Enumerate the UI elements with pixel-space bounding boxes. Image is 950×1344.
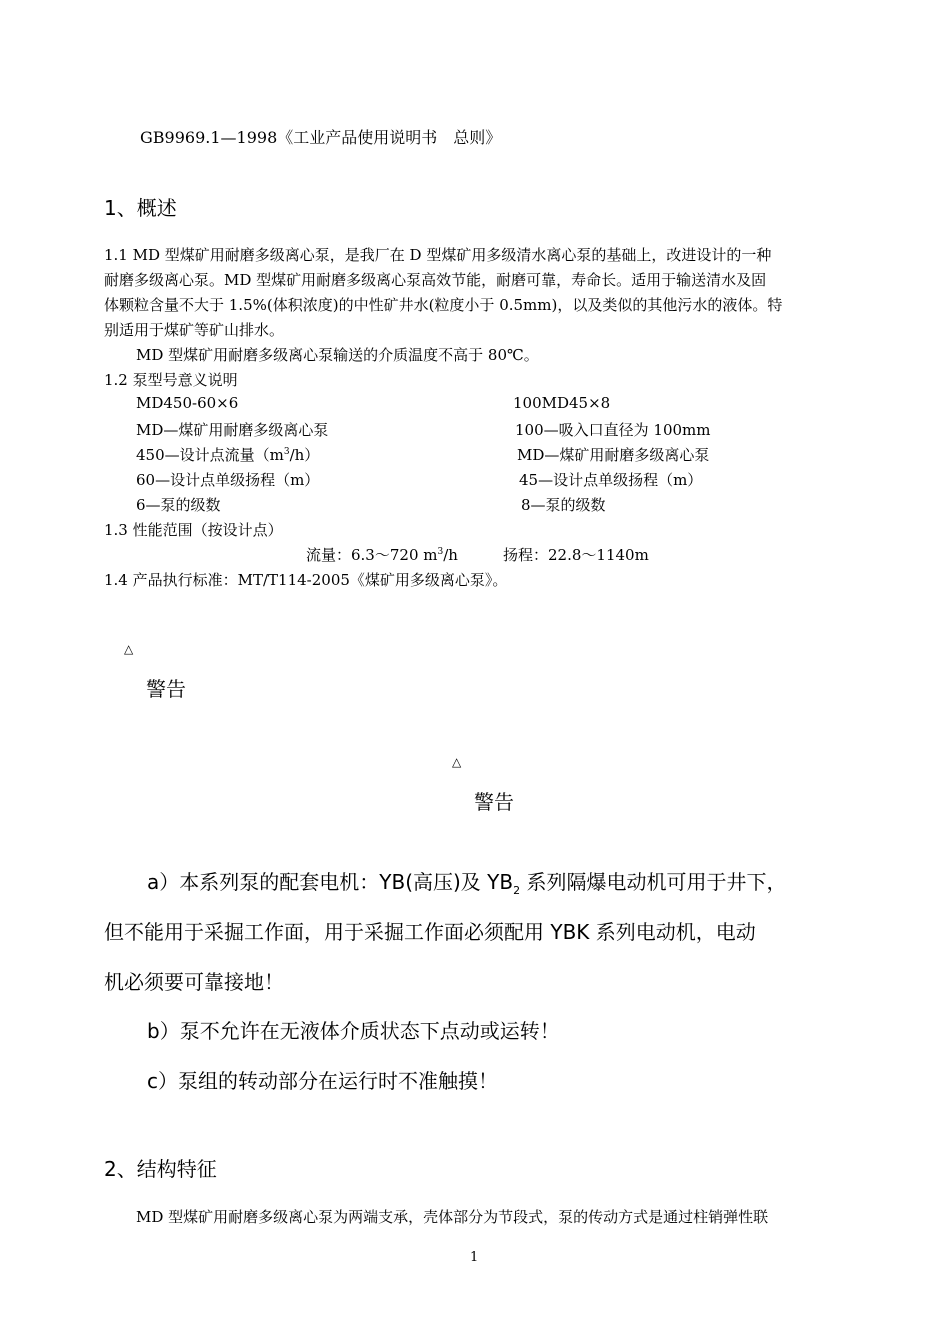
- performance-title: 1.3 性能范围（按设计点）: [104, 521, 283, 539]
- model-left-stages: 6—泵的级数: [136, 496, 221, 514]
- standard-reference: GB9969.1—1998《工业产品使用说明书 总则》: [140, 128, 502, 147]
- overview-line-1: 1.1 MD 型煤矿用耐磨多级离心泵，是我厂在 D 型煤矿用多级清水离心泵的基础上，改进设计的一种: [104, 246, 772, 264]
- model-right-md: MD—煤矿用耐磨多级离心泵: [517, 446, 710, 464]
- model-right-name: 100MD45×8: [513, 394, 611, 412]
- warning-triangle-icon-main: △: [452, 755, 462, 769]
- overview-line-3: 体颗粒含量不大于 1.5%(体积浓度)的中性矿井水(粒度小于 0.5mm)，以及类似的其他污水的液体。特: [104, 296, 783, 314]
- model-left-md: MD—煤矿用耐磨多级离心泵: [136, 421, 329, 439]
- model-left-flow: 450—设计点流量$(m^3/h)$: [136, 446, 320, 464]
- performance-head: 扬程：22.8～1140m: [503, 546, 649, 564]
- section-2-heading: 2、结构特征: [104, 1157, 217, 1181]
- warning-item-c: c）泵组的转动部分在运行时不准触摸！: [147, 1069, 498, 1093]
- warning-small-title: 警告: [146, 677, 186, 701]
- warning-item-a-line-3: 机必须要可靠接地！: [104, 970, 284, 994]
- overview-line-4: 别适用于煤矿等矿山排水。: [104, 321, 285, 339]
- warning-main-title: 警告: [474, 790, 514, 814]
- structure-paragraph: MD 型煤矿用耐磨多级离心泵为两端支承，壳体部分为节段式，泵的传动方式是通过柱销弹性联: [136, 1208, 769, 1226]
- warning-item-a-line-1: a）本系列泵的配套电机：YB(高压)及 $YB_2$ 系列隔爆电动机可用于井下，: [147, 870, 787, 897]
- performance-flow: 流量：6.3～720 $m^3/h$: [306, 546, 458, 564]
- warning-triangle-icon: △: [124, 642, 134, 656]
- page-number: 1: [470, 1250, 479, 1265]
- model-right-head: 45—设计点单级扬程（m）: [519, 471, 703, 489]
- execution-standard: 1.4 产品执行标准：MT/T114-2005《煤矿用多级离心泵》。: [104, 571, 508, 589]
- temperature-note: MD 型煤矿用耐磨多级离心泵输送的介质温度不高于 80℃。: [136, 346, 539, 364]
- warning-item-a-line-2: 但不能用于采掘工作面，用于采掘工作面必须配用 YBK 系列电动机，电动: [104, 920, 756, 944]
- model-meaning-title: 1.2 泵型号意义说明: [104, 371, 238, 389]
- model-left-name: MD450-60×6: [136, 394, 239, 412]
- model-right-stages: 8—泵的级数: [521, 496, 606, 514]
- model-left-head: 60—设计点单级扬程（m）: [136, 471, 320, 489]
- section-1-heading: 1、概述: [104, 196, 177, 220]
- overview-line-2: 耐磨多级离心泵。MD 型煤矿用耐磨多级离心泵高效节能，耐磨可靠，寿命长。适用于输送清水及固: [104, 271, 767, 289]
- model-right-inlet: 100—吸入口直径为 100mm: [515, 421, 711, 439]
- warning-item-b: b）泵不允许在无液体介质状态下点动或运转！: [147, 1019, 560, 1043]
